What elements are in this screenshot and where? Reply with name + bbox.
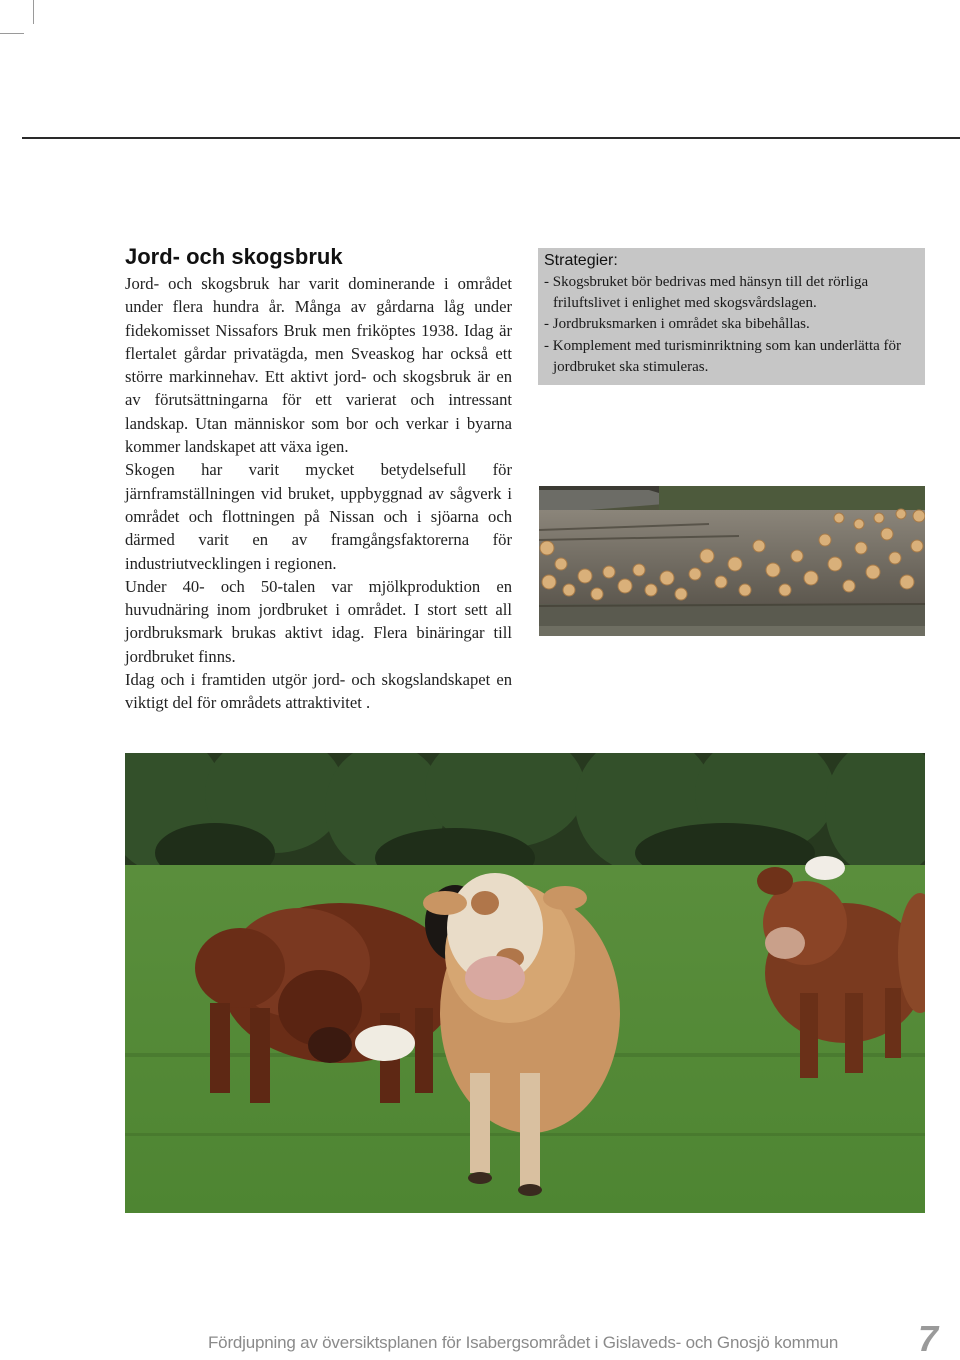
crop-mark-vertical xyxy=(33,0,34,24)
section-heading: Jord- och skogsbruk xyxy=(125,244,343,269)
strategy-list xyxy=(544,272,919,378)
strategy-box xyxy=(538,248,925,385)
paragraph-dairy: Under 40- och 50-talen var mjölkproduktion en huvudnäring inom jordbruket i området. I stort sett all jordbruksmark brukas aktivt idag. Flera binäringar till jordbruket finns. xyxy=(125,576,512,666)
strategy-item: - Skogsbruket bör bedrivas med hänsyn till det rörliga friluftslivet i enlighet med skogsvårdslagen. xyxy=(544,274,869,312)
strategy-title: Strategier: xyxy=(544,252,618,269)
page-number: 7 xyxy=(918,1318,939,1359)
header-rule xyxy=(22,137,960,139)
cattle-pasture-photo xyxy=(125,753,925,1213)
paragraph-forest: Skogen har varit mycket betydelsefull för järnframställningen vid bruket, uppbyggnad av sågverk i området och flottningen på Nissan och i sjöarna och därmed varit en av framgångsfaktorerna för industriutvecklingen i regionen. xyxy=(125,460,512,573)
strategy-item: - Jordbruksmarken i området ska bibehållas. xyxy=(544,316,810,333)
log-pile-photo xyxy=(539,486,925,636)
strategy-item: - Komplement med turisminriktning som kan underlätta för jordbruket ska stimuleras. xyxy=(544,337,902,375)
paragraph-history: Jord- och skogsbruk har varit dominerande i området under flera hundra år. Många av gårdarna låg under fidekomisset Nissafors Bruk men friköptes 1938. Idag är flertalet gårdar privatägda, men Sveaskog har också ett större markinnehav. Ett aktivt jord- och skogsbruk är en av förutsättningarna för ett varierat och intressant landskap. Utan människor som bor och verkar i byarna kommer landskapet att växa igen. xyxy=(125,274,512,457)
crop-mark-horizontal xyxy=(0,33,24,34)
footer-text: Fördjupning av översiktsplanen för Isabergsområdet i Gislaveds- och Gnosjö kommun xyxy=(208,1333,839,1352)
body-text xyxy=(125,272,512,715)
paragraph-future: Idag och i framtiden utgör jord- och skogslandskapet en viktigt del för områdets attraktivitet . xyxy=(125,670,512,713)
